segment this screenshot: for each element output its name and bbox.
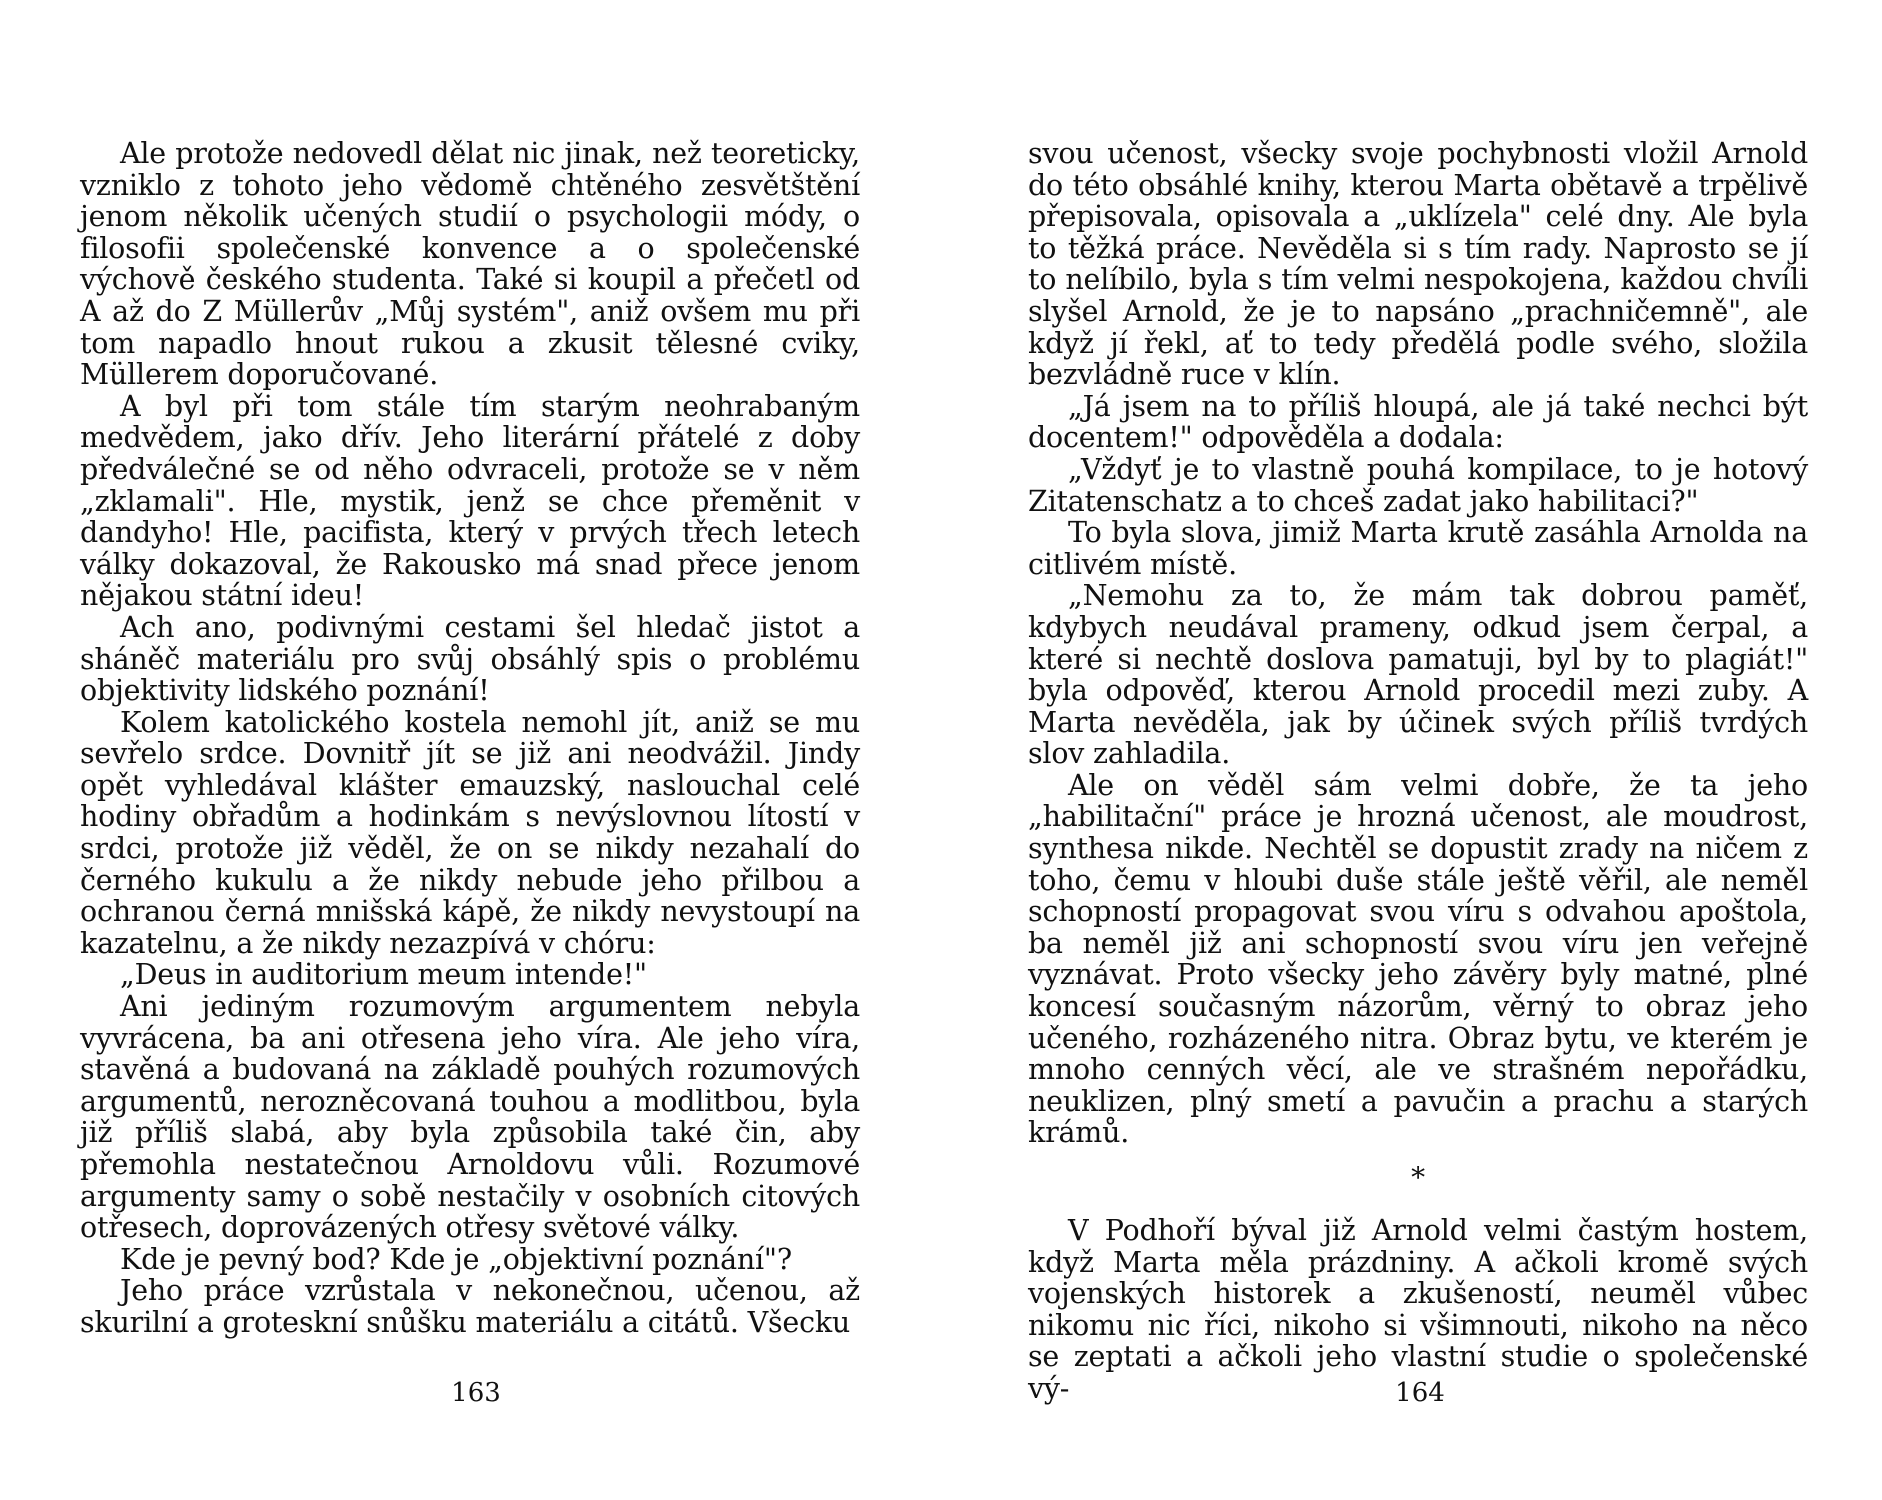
paragraph: Ale protože nedovedl dělat nic jinak, než teoreticky, vzniklo z tohoto jeho vědomě chtěného zesvětštění jenom několik učených studií o psychologii módy, o filosofii společenské konvence a o společenské výchově českého studenta. Také si koupil a přečetl od A až do Z Müllerův „Můj systém", aniž ovšem mu při tom napadlo hnout rukou a zkusit tělesné cviky, Müllerem doporučované.: [80, 137, 860, 392]
paragraph: Kolem katolického kostela nemohl jít, aniž se mu sevřelo srdce. Dovnitř jít se již ani neodvážil. Jindy opět vyhledával klášter emauzský, naslouchal celé hodiny obřadům a hodinkám s nevýslovnou lítostí v srdci, protože již věděl, že on se nikdy nezahalí do černého kukulu a že nikdy nebude jeho přilbou a ochranou černá mnišská kápě, že nikdy nevystoupí na kazatelnu, a že nikdy nezazpívá v chóru:: [80, 705, 860, 960]
paragraph: Ale on věděl sám velmi dobře, že ta jeho „habilitační" práce je hrozná učenost, ale moudrost, synthesa nikde. Nechtěl se dopustit zrady na ničem z toho, čemu v hloubi duše stále ještě věřil, ale neměl schopností propagovat svou víru s odvahou apoštola, ba neměl již ani schopností svou víru jen veřejně vyznávat. Proto všecky jeho závěry byly matné, plné koncesí současným názorům, věrný to obraz jeho učeného, rozházeného nitra. Obraz bytu, ve kterém je mnoho cenných věcí, ale ve strašném nepořádku, neuklizen, plný smetí a pavučin a prachu a starých krámů.: [1028, 768, 1808, 1150]
paragraph: Ach ano, podivnými cestami šel hledač jistot a sháněč materiálu pro svůj obsáhlý spis o problému objektivity lidského poznání!: [80, 610, 860, 708]
page-number-left: 163: [451, 1378, 501, 1408]
quotation: „Deus in auditorium meum intende!": [120, 958, 647, 992]
paragraph: „Nemohu za to, že mám tak dobrou paměť, kdybych neudával prameny, odkud jsem čerpal, a které si nechtě doslova pamatuji, byl by to plagiát!" byla odpověď, kterou Arnold procedil mezi zuby. A Marta nevěděla, jak by účinek svých příliš tvrdých slov zahladila.: [1028, 579, 1808, 771]
right-page-text: [1028, 138, 1808, 1405]
paragraph: Ani jediným rozumovým argumentem nebyla vyvrácena, ba ani otřesena jeho víra. Ale jeho víra, stavěná a budovaná na základě pouhých rozumových argumentů, nerozněcovaná touhou a modlitbou, byla již příliš slabá, aby byla způsobila také čin, aby přemohla nestatečnou Arnoldovu vůli. Rozumové argumenty samy o sobě nestačily v osobních citových otřesech, doprovázených otřesy světové války.: [80, 990, 860, 1245]
paragraph: To byla slova, jimiž Marta krutě zasáhla Arnolda na citlivém místě.: [1028, 516, 1808, 581]
paragraph-continued: svou učenost, všecky svoje pochybnosti vložil Arnold do této obsáhlé knihy, kterou Marta obětavě a trpělivě přepisovala, opisovala a „uklízela" celé dny. Ale byla to těžká práce. Nevěděla si s tím rady. Naprosto se jí to nelíbilo, byla s tím velmi nespokojena, každou chvíli slyšel Arnold, že je to napsáno „prachničemně", ale když jí řekl, ať to tedy předělá podle svého, složila bezvládně ruce v klín.: [1028, 137, 1808, 392]
paragraph: V Podhoří býval již Arnold velmi častým hostem, když Marta měla prázdniny. A ačkoli kromě svých vojenských historek a zkušeností, neuměl vůbec nikomu nic říci, nikoho si všimnouti, nikoho na něco se zeptati a ačkoli jeho vlastní studie o společenské vý-: [1028, 1214, 1808, 1405]
paragraph: Jeho práce vzrůstala v nekonečnou, učenou, až skurilní a groteskní snůšku materiálu a citátů. Všecku: [80, 1274, 860, 1339]
section-separator: *: [1411, 1161, 1425, 1194]
left-page-text: [80, 138, 860, 1339]
paragraph: „Já jsem na to příliš hloupá, ale já také nechci být docentem!" odpověděla a dodala:: [1028, 389, 1808, 455]
paragraph: Kde je pevný bod? Kde je „objektivní poznání"?: [120, 1242, 792, 1276]
paragraph: A byl při tom stále tím starým neohrabaným medvědem, jako dřív. Jeho literární přátelé z doby předválečné se od něho odvraceli, protože se v něm „zklamali". Hle, mystik, jenž se chce přeměnit v dandyho! Hle, pacifista, který v prvých třech letech války dokazoval, že Rakousko má snad přece jenom nějakou státní ideu!: [80, 389, 860, 613]
paragraph: „Vždyť je to vlastně pouhá kompilace, to je hotový Zitatenschatz a to chceš zadat jako habilitaci?": [1028, 452, 1808, 518]
page-number-right: 164: [1395, 1378, 1445, 1408]
